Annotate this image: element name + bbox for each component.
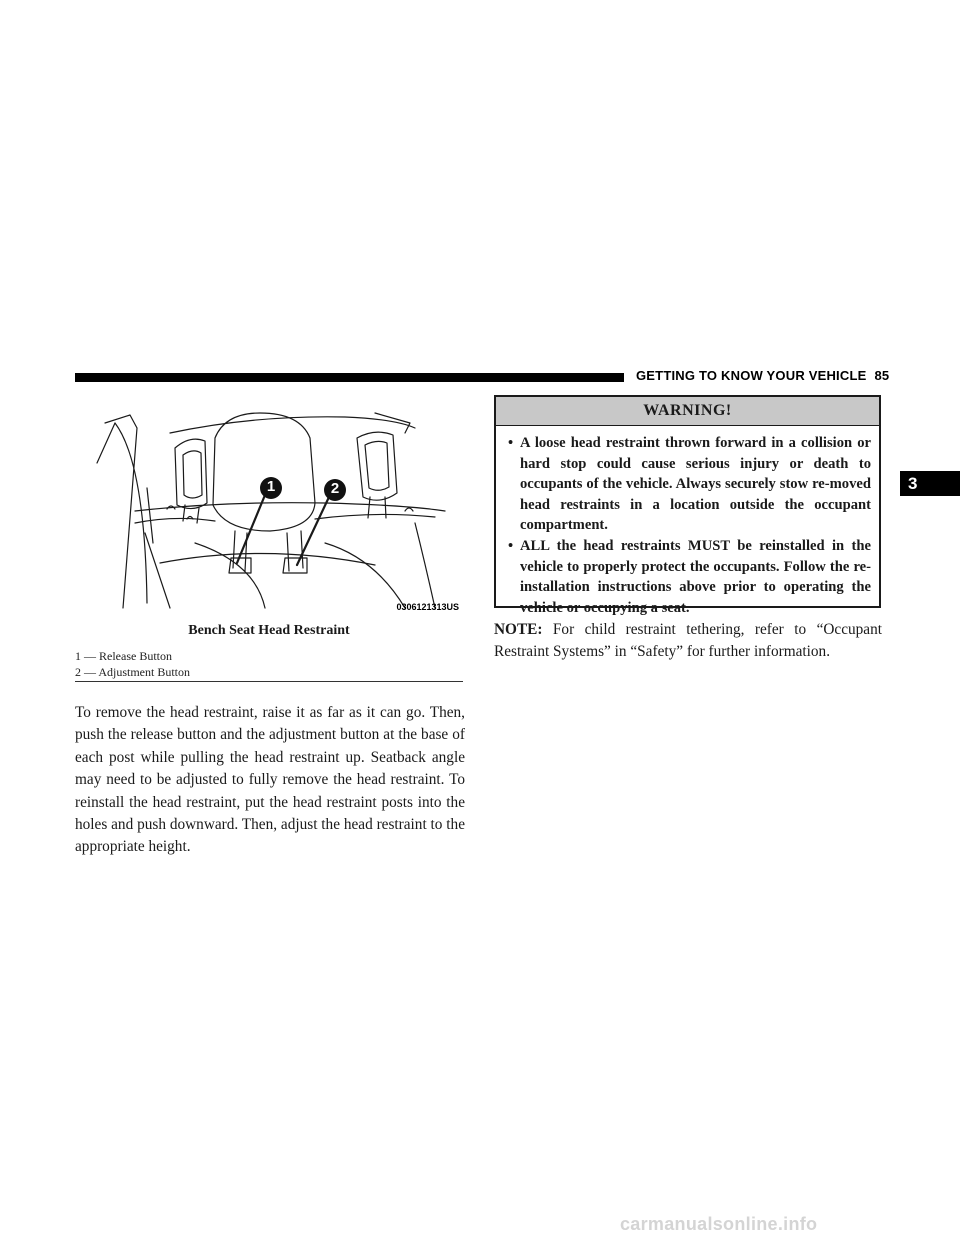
- note-text: For child restraint tethering, refer to “Occupant Restraint Systems” in “Safety” for further information.: [494, 621, 882, 661]
- legend-item: 2 — Adjustment Button: [75, 664, 191, 679]
- head-restraint-illustration: [75, 393, 463, 618]
- note-label: NOTE:: [494, 621, 543, 638]
- bullet-icon: •: [508, 435, 514, 451]
- section-title: GETTING TO KNOW YOUR VEHICLE: [636, 368, 867, 383]
- header-rule: [75, 373, 624, 382]
- callout-1: 1: [266, 478, 276, 495]
- running-header: [636, 368, 889, 383]
- warning-text: A loose head restraint thrown forward in a collision or hard stop could cause serious injury or death to occupants of the vehicle. Always securely stow re-moved head restraints in a location outside the occupant compartment.: [520, 435, 871, 534]
- warning-text: ALL the head restraints MUST be reinstalled in the vehicle to properly protect the occupants. Follow the re-installation instructions above prior to operating the vehicle or occupying a seat.: [520, 537, 871, 616]
- warning-item: [508, 536, 871, 618]
- body-paragraph: To remove the head restraint, raise it as far as it can go. Then, push the release button and the adjustment button at the base of each post while pulling the head restraint up. Seatback angle may need to be adjusted to fully remove the head restraint. To reinstall the head restraint, put the head restraint posts into the holes and push downward. Then, adjust the head restraint to the appropriate height.: [75, 704, 465, 856]
- legend-divider: [75, 681, 463, 682]
- note-paragraph: [494, 619, 882, 664]
- warning-list: [496, 426, 879, 618]
- callout-2: 2: [330, 480, 340, 497]
- warning-title: WARNING!: [496, 397, 879, 426]
- figure-legend: [75, 649, 463, 680]
- figure-code: 0306121313US: [396, 602, 459, 612]
- legend-item: 1 — Release Button: [75, 649, 172, 663]
- warning-box: [494, 395, 881, 616]
- warning-item: [508, 433, 871, 536]
- figure-caption: Bench Seat Head Restraint: [188, 623, 350, 638]
- page-number: 85: [874, 368, 890, 383]
- bullet-icon: •: [508, 537, 514, 554]
- chapter-tab[interactable]: 3: [900, 471, 960, 496]
- watermark: carmanualsonline.info: [620, 1214, 818, 1234]
